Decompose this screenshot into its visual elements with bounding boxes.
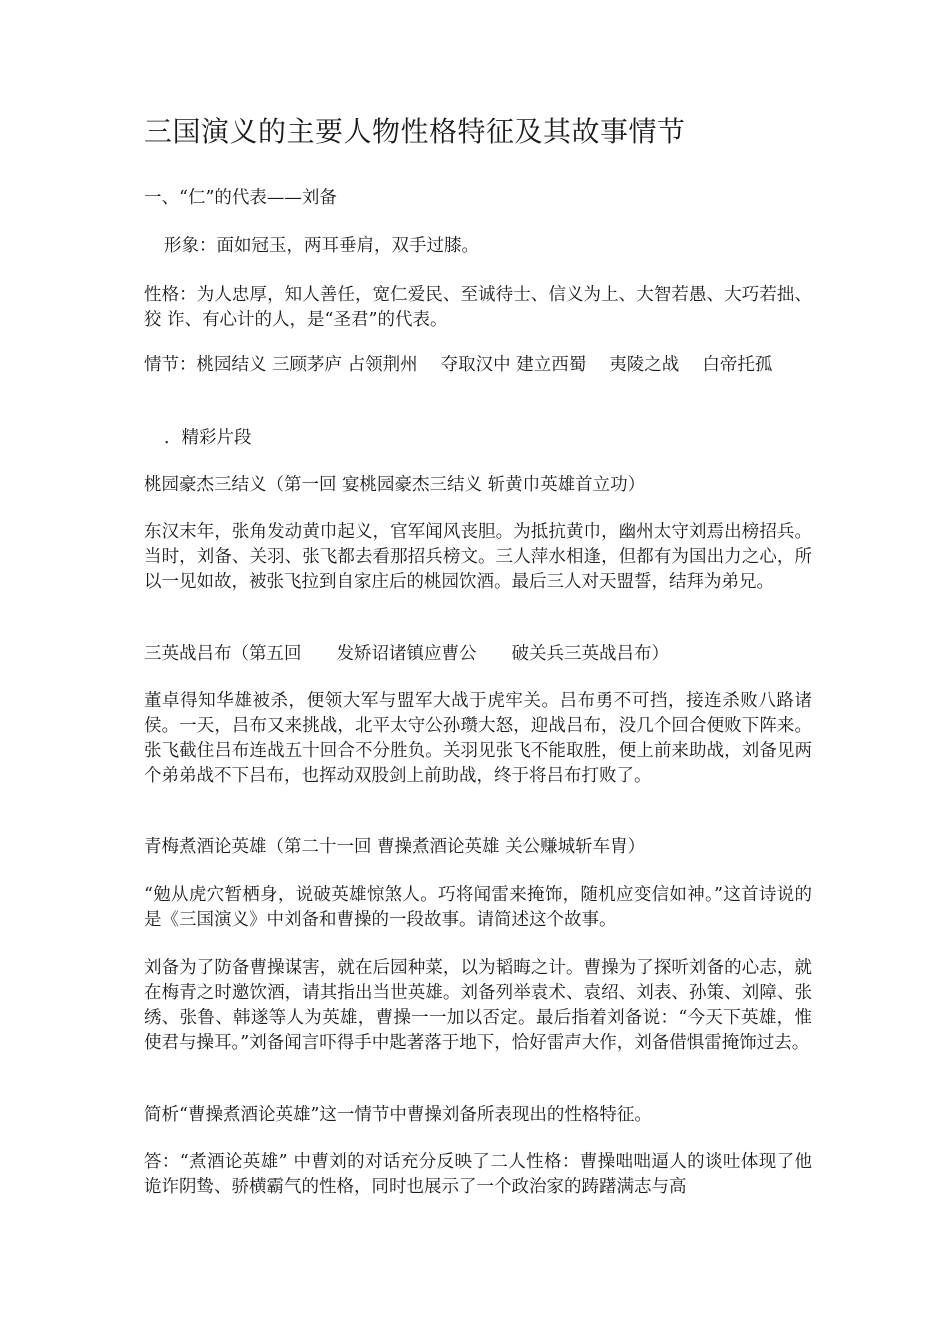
episode-text-peach-garden: 东汉末年，张角发动黄巾起义，官军闻风丧胆。为抵抗黄巾，幽州太守刘焉出榜招兵。当时，刘备、关羽、张飞都去看那招兵榜文。三人萍水相逢，但都有为国出力之心，所以一见如故，被张飞拉到自家庄后的桃园饮酒。最后三人对天盟誓，结拜为弟兄。 xyxy=(144,522,812,592)
highlights-heading xyxy=(144,426,812,451)
poem-paragraph: “勉从虎穴暂栖身，说破英雄惊煞人。巧将闻雷来掩饰，随机应变信如神。”这首诗说的是《三国演义》中刘备和曹操的一段故事。请简述这个故事。 xyxy=(144,885,812,930)
plot-paragraph: 情节：桃园结义 三顾茅庐 占领荆州 夺取汉中 建立西蜀 夷陵之战 白帝托孤 xyxy=(144,355,773,375)
document-title: 三国演义的主要人物性格特征及其故事情节 xyxy=(144,115,686,148)
section-heading: 一、“仁”的代表——刘备 xyxy=(144,188,337,208)
episode-text-heroes: 刘备为了防备曹操谋害，就在后园种菜，以为韬晦之计。曹操为了探听刘备的心志，就在梅青之时邀饮酒，请其指出当世英雄。刘备列举袁术、袁绍、刘表、孙策、刘障、张绣、张鲁、韩遂等人为英雄，曹操一一加以否定。最后指着刘备说：“今天下英雄，惟使君与操耳。”刘备闻言吓得手中匙著落于地下，恰好雷声大作，刘备借惧雷掩饰过去。 xyxy=(144,958,812,1053)
highlights-text: ．精彩片段 xyxy=(164,428,252,448)
episode-title-peach-garden: 桃园豪杰三结义（第一回 宴桃园豪杰三结义 斩黄巾英雄首立功） xyxy=(144,475,646,495)
personality-paragraph: 性格：为人忠厚，知人善任，宽仁爱民、至诚待士、信义为上、大智若愚、大巧若拙、狡 诈、有心计的人，是“圣君”的代表。 xyxy=(144,285,812,330)
answer-paragraph: 答：“煮酒论英雄” 中曹刘的对话充分反映了二人性格：曹操咄咄逼人的谈吐体现了他诡诈阴鸷、骄横霸气的性格，同时也展示了一个政治家的踌躇满志与高 xyxy=(144,1152,812,1197)
episode-title-heroes: 青梅煮酒论英雄（第二十一回 曹操煮酒论英雄 关公赚城斩车胄） xyxy=(144,837,646,857)
appearance-text: 形象：面如冠玉，两耳垂肩，双手过膝。 xyxy=(164,236,479,256)
episode-text-lubu: 董卓得知华雄被杀，便领大军与盟军大战于虎牢关。吕布勇不可挡，接连杀败八路诸侯。一天，吕布又来挑战，北平太守公孙瓒大怒，迎战吕布，没几个回合便败下阵来。张飞截住吕布连战五十回合不分胜负。关羽见张飞不能取胜，便上前来助战，刘备见两个弟弟战不下吕布，也挥动双股剑上前助战，终于将吕布打败了。 xyxy=(144,691,812,786)
episode-title-lubu: 三英战吕布（第五回 发矫诏诸镇应曹公 破关兵三英战吕布） xyxy=(144,644,669,664)
appearance-paragraph xyxy=(144,234,812,259)
question-paragraph: 简析“曹操煮酒论英雄”这一情节中曹操刘备所表现出的性格特征。 xyxy=(144,1105,652,1125)
